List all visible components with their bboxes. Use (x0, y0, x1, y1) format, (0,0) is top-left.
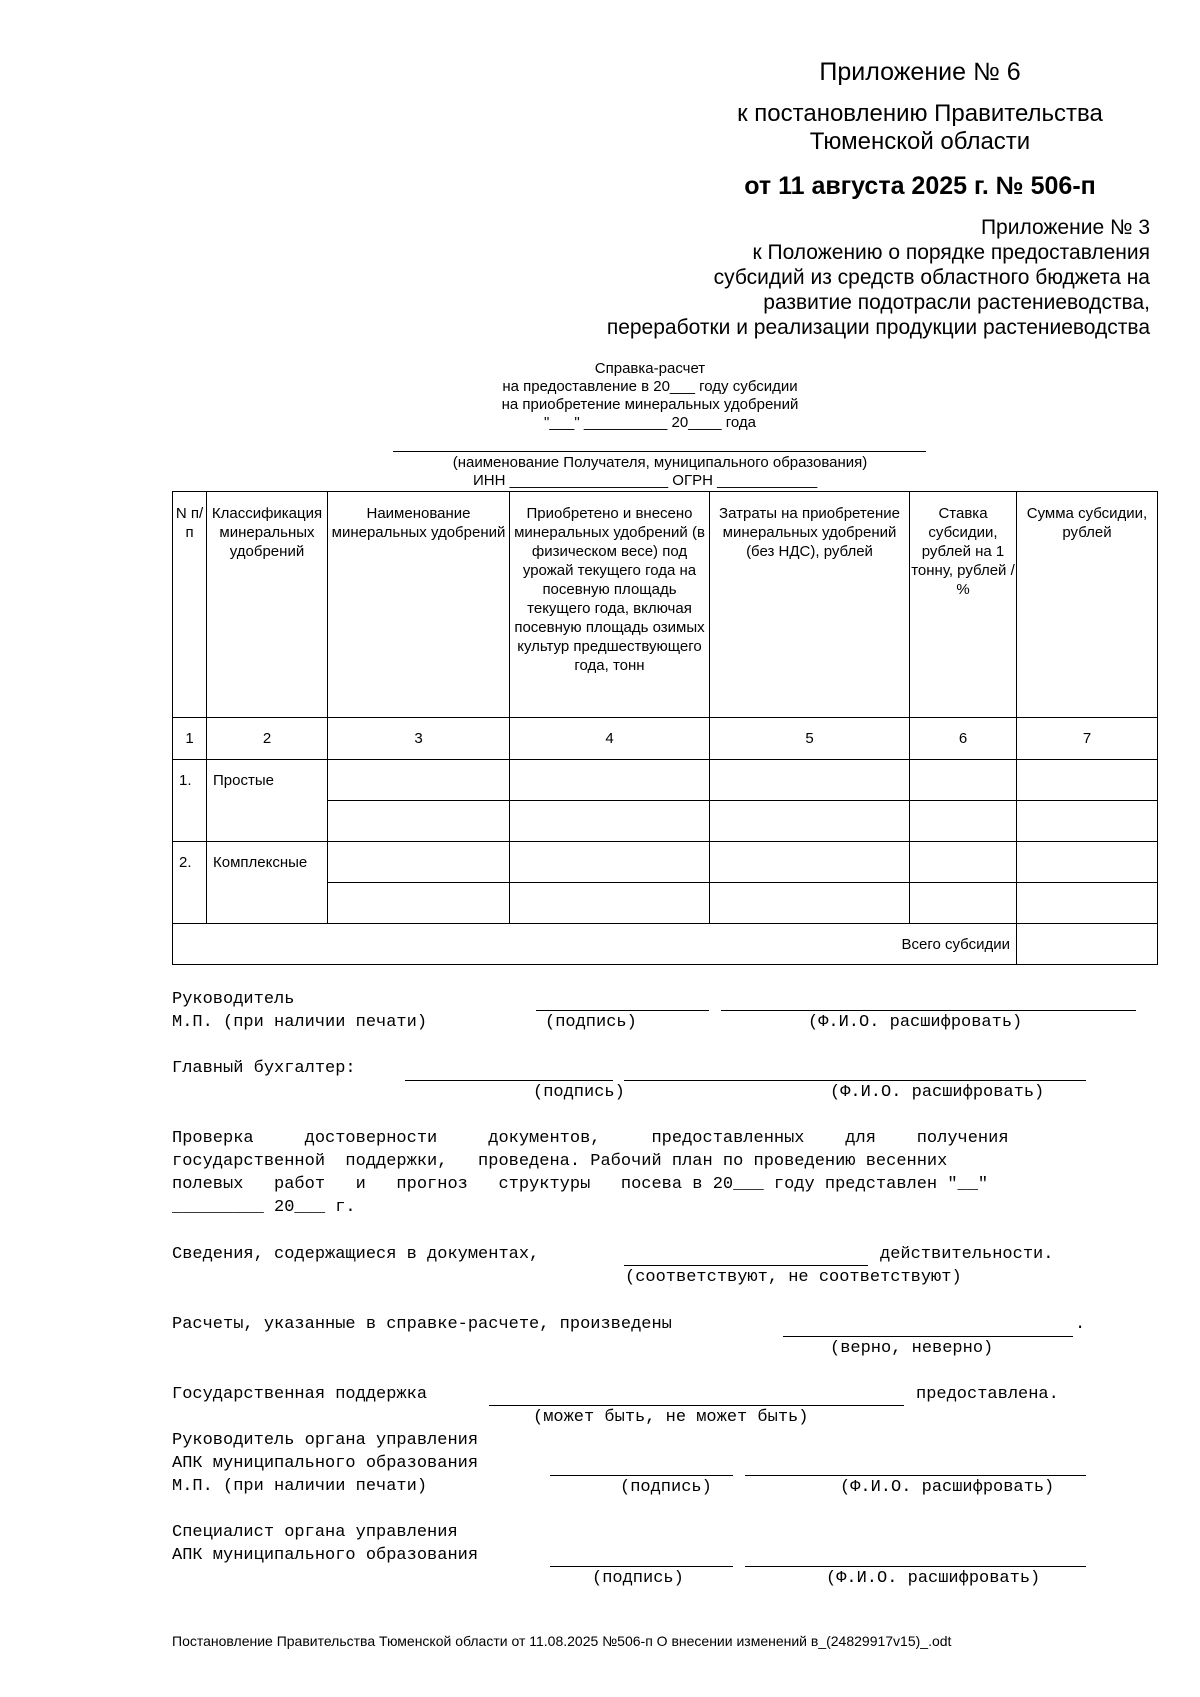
signature-caption: (подпись) (533, 1083, 625, 1102)
table-cell[interactable] (328, 883, 510, 924)
column-number: 4 (510, 718, 710, 760)
form-title-line: Справка-расчет (594, 360, 706, 377)
total-label: Всего субсидии (173, 924, 1017, 965)
header-cell: Приобретено и внесено минеральных удобрений (в физическом весе) под урожай текущего года на посевную площадь текущего года, включая посевную площадь озимых культур предшествующего года, тонн (510, 492, 710, 718)
column-number: 6 (910, 718, 1017, 760)
agency-head-line-1: Руководитель органа управления (172, 1431, 479, 1450)
appendix-3: Приложение № 3 (980, 216, 1150, 239)
row-number: 2. (173, 842, 207, 924)
regulation-line: развитие подотрасли растениеводства, (763, 291, 1150, 314)
regulation-line: переработки и реализации продукции растениеводства (606, 316, 1150, 339)
stamp-label: М.П. (при наличии печати) (172, 1013, 428, 1032)
table-cell[interactable] (910, 801, 1017, 842)
resolution-date-number: от 11 августа 2025 г. № 506-п (744, 172, 1096, 200)
form-title-line: "___" __________ 20____ года (544, 414, 756, 431)
form-title (300, 360, 1000, 432)
name-caption: (Ф.И.О. расшифровать) (840, 1478, 1055, 1497)
document-footer: Постановление Правительства Тюменской области от 11.08.2025 №506-п О внесении изменений в_(24829917v15)_.odt (172, 1633, 952, 1649)
table-header-row (173, 492, 1158, 718)
form-title-line: на приобретение минеральных удобрений (501, 396, 799, 413)
regulation-line: субсидий из средств областного бюджета на (713, 266, 1150, 289)
specialist-line-1: Специалист органа управления (172, 1523, 458, 1542)
support-suffix: предоставлена. (916, 1385, 1059, 1404)
calculations-prefix: Расчеты, указанные в справке-расчете, произведены (172, 1315, 672, 1334)
recipient-underline (393, 451, 926, 452)
table-cell[interactable] (910, 842, 1017, 883)
table-cell[interactable] (1017, 760, 1158, 801)
calculations-suffix: . (1075, 1315, 1086, 1334)
signature-caption: (подпись) (620, 1478, 712, 1497)
row-classification: Комплексные (207, 842, 328, 924)
chief-accountant-label: Главный бухгалтер: (172, 1059, 356, 1078)
table-cell[interactable] (910, 760, 1017, 801)
table-cell[interactable] (328, 842, 510, 883)
resolution-line-2: Тюменской области (809, 128, 1031, 155)
signature-caption: (подпись) (545, 1013, 637, 1032)
header-cell: N п/п (173, 492, 207, 718)
table-cell[interactable] (710, 842, 910, 883)
table-row (173, 842, 1158, 883)
name-caption: (Ф.И.О. расшифровать) (826, 1569, 1041, 1588)
column-number: 2 (207, 718, 328, 760)
header-cell: Наименование минеральных удобрений (328, 492, 510, 718)
form-title-line: на предоставление в 20___ году субсидии (502, 378, 798, 395)
head-label: Руководитель (172, 990, 295, 1009)
total-value-cell[interactable] (1017, 924, 1158, 965)
verification-line: Проверка достоверности документов, предоставленных для получения (172, 1129, 1009, 1148)
row-number: 1. (173, 760, 207, 842)
table-cell[interactable] (1017, 801, 1158, 842)
column-number: 1 (173, 718, 207, 760)
column-number: 5 (710, 718, 910, 760)
verification-line: _________ 20___ г. (172, 1198, 356, 1217)
resolution-line-1: к постановлению Правительства (737, 100, 1103, 127)
row-classification: Простые (207, 760, 328, 842)
header-cell: Классификация минеральных удобрений (207, 492, 328, 718)
table-cell[interactable] (1017, 883, 1158, 924)
table-cell[interactable] (510, 842, 710, 883)
verification-line: государственной поддержки, проведена. Рабочий план по проведению весенних (172, 1152, 948, 1171)
calculations-caption: (верно, неверно) (830, 1339, 994, 1358)
name-caption: (Ф.И.О. расшифровать) (808, 1013, 1023, 1032)
name-caption: (Ф.И.О. расшифровать) (830, 1083, 1045, 1102)
support-caption: (может быть, не может быть) (533, 1408, 809, 1427)
column-number: 3 (328, 718, 510, 760)
total-row (173, 924, 1158, 965)
table-cell[interactable] (710, 883, 910, 924)
recipient-caption: (наименование Получателя, муниципального образования) (452, 454, 868, 471)
column-number: 7 (1017, 718, 1158, 760)
resolution-reference (680, 100, 1160, 156)
header-cell: Затраты на приобретение минеральных удобрений (без НДС), рублей (710, 492, 910, 718)
stamp-label: М.П. (при наличии печати) (172, 1477, 428, 1496)
table-row (173, 760, 1158, 801)
regulation-reference (450, 240, 1150, 340)
table-cell[interactable] (510, 883, 710, 924)
table-cell[interactable] (1017, 842, 1158, 883)
agency-line-2: АПК муниципального образования (172, 1454, 479, 1473)
column-number-row (173, 718, 1158, 760)
table-cell[interactable] (510, 760, 710, 801)
table-cell[interactable] (910, 883, 1017, 924)
subsidy-table (172, 491, 1158, 965)
table-cell[interactable] (510, 801, 710, 842)
appendix-number: Приложение № 6 (819, 58, 1021, 86)
table-cell[interactable] (328, 801, 510, 842)
verification-paragraph (172, 1127, 1009, 1219)
signature-caption: (подпись) (592, 1569, 684, 1588)
table-cell[interactable] (710, 760, 910, 801)
documents-info-caption: (соответствуют, не соответствуют) (625, 1268, 962, 1287)
support-prefix: Государственная поддержка (172, 1385, 428, 1404)
inn-ogrn-line: ИНН ___________________ ОГРН ____________ (473, 472, 818, 489)
regulation-line: к Положению о порядке предоставления (752, 241, 1150, 264)
table-cell[interactable] (710, 801, 910, 842)
header-cell: Ставка субсидии, рублей на 1 тонну, рублей / % (910, 492, 1017, 718)
agency-line-2: АПК муниципального образования (172, 1546, 479, 1565)
table-cell[interactable] (328, 760, 510, 801)
verification-line: полевых работ и прогноз структуры посева в 20___ году представлен "__" (172, 1175, 989, 1194)
header-cell: Сумма субсидии, рублей (1017, 492, 1158, 718)
documents-info-suffix: действительности. (880, 1245, 1054, 1264)
documents-info-prefix: Сведения, содержащиеся в документах, (172, 1245, 540, 1264)
